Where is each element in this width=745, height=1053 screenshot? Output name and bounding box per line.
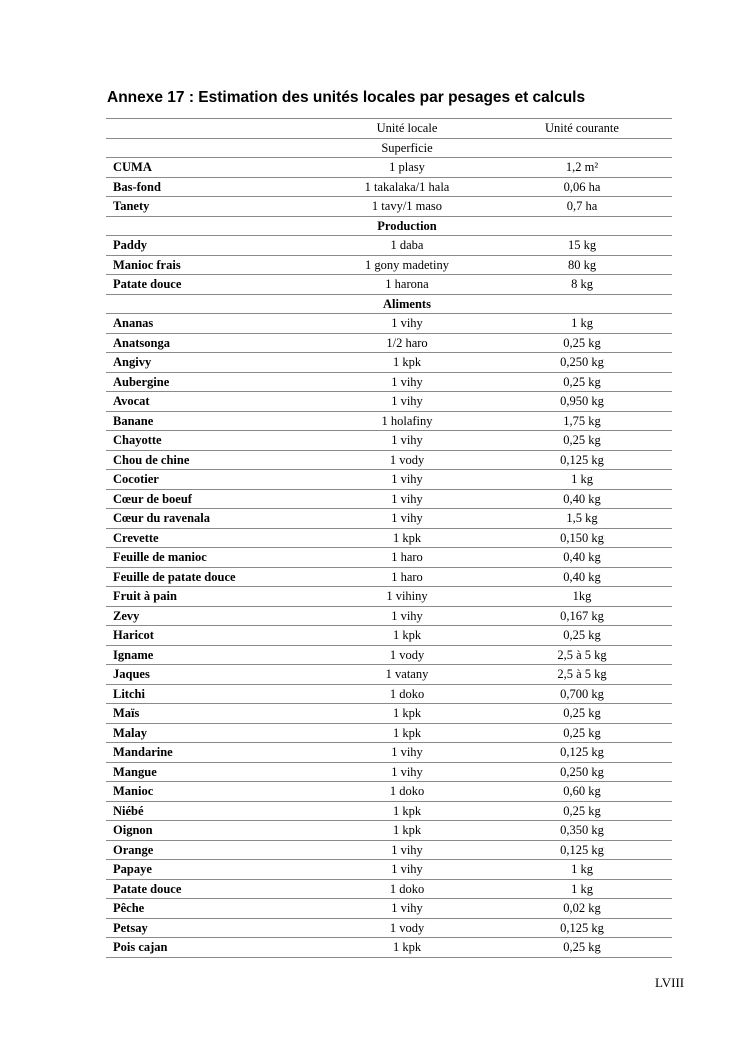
table-row [106,197,672,217]
unit-std-value: 1 kg [492,879,672,899]
section-row-superficie [106,138,672,158]
unit-std-value: 0,40 kg [492,548,672,568]
item-name: Manioc [106,782,322,802]
unit-local-value: 1 holafiny [322,411,492,431]
table-row [106,275,672,295]
table-row [106,665,672,685]
table-row [106,333,672,353]
unit-local-value: 1 vihiny [322,587,492,607]
unit-std-value: 0,25 kg [492,704,672,724]
unit-std-value: 0,25 kg [492,333,672,353]
unit-local-value: 1 doko [322,879,492,899]
unit-local-value: 1 vihy [322,840,492,860]
unit-local-value: 1 vihy [322,372,492,392]
table-row [106,626,672,646]
unit-local-value: 1 vihy [322,314,492,334]
item-name: Patate douce [106,879,322,899]
item-name: Chayotte [106,431,322,451]
table-row [106,723,672,743]
unit-local-value: 1 kpk [322,704,492,724]
item-name: Haricot [106,626,322,646]
unit-local-value: 1 tavy/1 maso [322,197,492,217]
item-name: Petsay [106,918,322,938]
table-row [106,645,672,665]
table-row [106,470,672,490]
item-name: Orange [106,840,322,860]
section-row-production [106,216,672,236]
item-name: Chou de chine [106,450,322,470]
unit-local-value: 1 plasy [322,158,492,178]
table-row [106,704,672,724]
unit-local-value: 1 vihy [322,489,492,509]
item-name: Igname [106,645,322,665]
item-name: Cœur de boeuf [106,489,322,509]
unit-std-value: 0,950 kg [492,392,672,412]
table-row [106,236,672,256]
unit-std-value: 0,25 kg [492,938,672,958]
item-name: Papaye [106,860,322,880]
unit-local-value: 1 vody [322,450,492,470]
unit-std-value: 0,40 kg [492,567,672,587]
unit-std-value: 80 kg [492,255,672,275]
unit-local-value: 1 haro [322,548,492,568]
column-header-unit-std: Unité courante [492,119,672,139]
item-name: Malay [106,723,322,743]
table-row [106,353,672,373]
item-name: Maïs [106,704,322,724]
item-name: Niébé [106,801,322,821]
section-label: Superficie [322,138,492,158]
unit-std-value: 0,125 kg [492,918,672,938]
unit-local-value: 1 vihy [322,899,492,919]
unit-local-value: 1 kpk [322,353,492,373]
unit-local-value: 1/2 haro [322,333,492,353]
unit-std-value: 0,700 kg [492,684,672,704]
unit-local-value: 1 vihy [322,743,492,763]
unit-std-value: 1 kg [492,860,672,880]
unit-local-value: 1 harona [322,275,492,295]
item-name: Litchi [106,684,322,704]
unit-local-value: 1 vihy [322,392,492,412]
table-row [106,431,672,451]
item-name: Anatsonga [106,333,322,353]
unit-std-value: 0,25 kg [492,372,672,392]
item-name: Feuille de patate douce [106,567,322,587]
unit-std-value: 1 kg [492,470,672,490]
unit-std-value: 0,250 kg [492,353,672,373]
item-name: Ananas [106,314,322,334]
item-name: Paddy [106,236,322,256]
item-name: Oignon [106,821,322,841]
section-row-aliments [106,294,672,314]
unit-local-value: 1 vody [322,645,492,665]
table-row [106,840,672,860]
table-row [106,938,672,958]
table-row [106,801,672,821]
table-row [106,567,672,587]
table-row [106,606,672,626]
table-row [106,879,672,899]
unit-std-value: 1kg [492,587,672,607]
unit-local-value: 1 daba [322,236,492,256]
table-row [106,821,672,841]
unit-local-value: 1 vihy [322,470,492,490]
item-name: Patate douce [106,275,322,295]
unit-std-value: 1 kg [492,314,672,334]
item-name: Angivy [106,353,322,373]
unit-local-value: 1 vihy [322,431,492,451]
unit-local-value: 1 vihy [322,762,492,782]
unit-std-value: 0,250 kg [492,762,672,782]
unit-std-value: 15 kg [492,236,672,256]
item-name: Zevy [106,606,322,626]
page-title: Annexe 17 : Estimation des unités locales par pesages et calculs [107,89,586,106]
item-name: Mandarine [106,743,322,763]
page-number: LVIII [655,975,685,990]
unit-local-value: 1 kpk [322,626,492,646]
unit-std-value: 1,75 kg [492,411,672,431]
item-name: Mangue [106,762,322,782]
table-row [106,918,672,938]
item-name: Feuille de manioc [106,548,322,568]
table-row [106,587,672,607]
unit-std-value: 0,25 kg [492,431,672,451]
unit-std-value: 0,40 kg [492,489,672,509]
table-row [106,255,672,275]
table-header-row [106,119,672,139]
item-name: Pêche [106,899,322,919]
table-row [106,782,672,802]
unit-local-value: 1 kpk [322,821,492,841]
item-name: Banane [106,411,322,431]
item-name: Jaques [106,665,322,685]
unit-local-value: 1 haro [322,567,492,587]
unit-std-value: 0,60 kg [492,782,672,802]
table-row [106,372,672,392]
unit-std-value: 1,2 m² [492,158,672,178]
table-row [106,489,672,509]
section-label: Aliments [322,294,492,314]
unit-std-value: 0,02 kg [492,899,672,919]
unit-std-value: 0,7 ha [492,197,672,217]
unit-std-value: 0,25 kg [492,626,672,646]
item-name: Aubergine [106,372,322,392]
unit-std-value: 0,06 ha [492,177,672,197]
unit-std-value: 0,125 kg [492,840,672,860]
item-name: Crevette [106,528,322,548]
unit-std-value: 1,5 kg [492,509,672,529]
item-name: Cocotier [106,470,322,490]
local-units-table [106,118,672,958]
table-row [106,762,672,782]
item-name: Manioc frais [106,255,322,275]
item-name: CUMA [106,158,322,178]
section-label: Production [322,216,492,236]
unit-std-value: 0,125 kg [492,450,672,470]
unit-local-value: 1 kpk [322,723,492,743]
table-row [106,684,672,704]
table-row [106,158,672,178]
item-name: Bas-fond [106,177,322,197]
column-header-unit-local: Unité locale [322,119,492,139]
table-row [106,509,672,529]
unit-std-value: 8 kg [492,275,672,295]
unit-std-value: 0,350 kg [492,821,672,841]
unit-local-value: 1 kpk [322,801,492,821]
unit-local-value: 1 doko [322,684,492,704]
unit-std-value: 0,150 kg [492,528,672,548]
table-row [106,548,672,568]
unit-std-value: 0,25 kg [492,723,672,743]
table-row [106,528,672,548]
unit-std-value: 0,25 kg [492,801,672,821]
unit-local-value: 1 kpk [322,528,492,548]
table-row [106,450,672,470]
unit-local-value: 1 kpk [322,938,492,958]
table-row [106,392,672,412]
item-name: Avocat [106,392,322,412]
table-row [106,860,672,880]
unit-local-value: 1 gony madetiny [322,255,492,275]
unit-local-value: 1 vihy [322,606,492,626]
table-row [106,743,672,763]
unit-local-value: 1 vody [322,918,492,938]
item-name: Fruit à pain [106,587,322,607]
unit-local-value: 1 vihy [322,509,492,529]
item-name: Cœur du ravenala [106,509,322,529]
table-row [106,899,672,919]
table-row [106,177,672,197]
item-name: Pois cajan [106,938,322,958]
unit-local-value: 1 takalaka/1 hala [322,177,492,197]
table-row [106,411,672,431]
unit-local-value: 1 doko [322,782,492,802]
unit-local-value: 1 vatany [322,665,492,685]
unit-std-value: 2,5 à 5 kg [492,645,672,665]
unit-local-value: 1 vihy [322,860,492,880]
table-row [106,314,672,334]
unit-std-value: 0,167 kg [492,606,672,626]
unit-std-value: 2,5 à 5 kg [492,665,672,685]
unit-std-value: 0,125 kg [492,743,672,763]
item-name: Tanety [106,197,322,217]
